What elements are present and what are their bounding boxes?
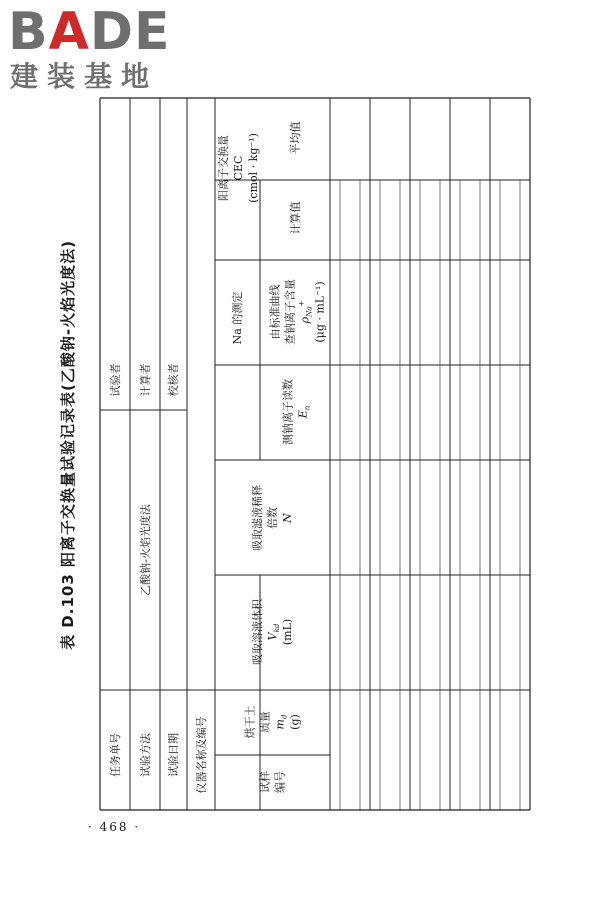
- table-title: 表 D.103 阳离子交换量试验记录表(乙酸钠-火焰光度法): [59, 240, 77, 650]
- dilution-header-text: N: [281, 513, 294, 523]
- cec-group-header-text: (cmol · kg⁻¹): [247, 133, 260, 203]
- test-date-label: [166, 733, 180, 777]
- checker-label: [166, 364, 180, 397]
- sample-id-header: [258, 771, 287, 793]
- dilution-header: [250, 485, 294, 551]
- cec-group-header-line: [232, 156, 245, 181]
- test-method-label: [138, 732, 152, 777]
- na-content-header-line: [298, 301, 314, 325]
- na-group-header-line: [230, 292, 244, 345]
- extract-volume-header-text: kd: [273, 623, 281, 633]
- na-reading-header-text: 测钠离子读数: [281, 379, 295, 445]
- dry-mass-header-line: [289, 714, 302, 730]
- tester-label: [108, 364, 122, 397]
- dry-mass-header-text: m: [273, 719, 287, 730]
- instrument-label-text: 仪器名称及编号: [195, 716, 208, 794]
- cec-group-header-line: [247, 133, 260, 203]
- dry-mass-header-text: 烘干土: [243, 705, 257, 739]
- cec-calc-header: [288, 202, 302, 235]
- dry-mass-header-text: d: [280, 714, 289, 720]
- tester-label-text: 试验者: [109, 363, 122, 397]
- dry-mass-header-line: [258, 711, 272, 733]
- instrument-label: [194, 717, 208, 794]
- na-content-header-text: Na: [305, 306, 314, 317]
- sample-id-header-text: 试样: [258, 771, 272, 793]
- na-content-header: [268, 279, 327, 345]
- cec-group-header: [216, 133, 260, 203]
- test-method-value-text: 乙酸钠-火焰光度法: [139, 504, 152, 596]
- test-date-label-text: 试验日期: [167, 733, 180, 777]
- na-group-header: [230, 292, 244, 345]
- checker-label-line: [166, 364, 180, 397]
- extract-volume-header-line: [281, 619, 294, 645]
- logo-wordmark: BADE: [8, 2, 171, 62]
- test-method-label-line: [138, 732, 152, 777]
- dry-mass-header: [243, 706, 302, 739]
- dry-mass-header-line: [274, 714, 289, 729]
- cec-group-header-line: [216, 135, 230, 201]
- test-method-value: [138, 503, 152, 596]
- dilution-header-line: [250, 485, 264, 551]
- dry-mass-header-text: 质量: [258, 711, 272, 733]
- extract-volume-header-text: 吸取溶液体积: [251, 599, 264, 665]
- cec-avg-header: [288, 122, 302, 155]
- calculator-label-line: [138, 364, 152, 397]
- table-grid: [100, 98, 530, 810]
- sample-id-header-line: [273, 771, 287, 793]
- logo-chinese-name: 建装基地: [10, 60, 159, 93]
- na-content-header-line: [268, 285, 282, 340]
- test-method-label-text: 试验方法: [139, 733, 152, 777]
- dilution-header-text: 倍数: [266, 507, 279, 529]
- cec-group-header-text: CEC: [232, 155, 245, 181]
- tester-label-line: [108, 364, 122, 397]
- sample-id-header-text: 编号: [273, 771, 287, 793]
- na-reading-header-line: [297, 405, 312, 419]
- cec-calc-header-line: [288, 202, 302, 235]
- task-number-label-text: 任务单号: [109, 733, 122, 777]
- calculator-label-text: 计算者: [139, 363, 152, 397]
- extract-volume-header: [250, 598, 294, 665]
- dilution-header-line: [281, 513, 294, 524]
- task-number-label-line: [108, 733, 122, 777]
- na-content-header-text: 由标准曲线: [268, 284, 282, 340]
- na-reading-header-text: n: [303, 405, 312, 411]
- table-labels: [108, 122, 327, 794]
- cec-avg-header-line: [288, 122, 302, 155]
- dilution-header-text: 吸取滤液稀释: [251, 485, 264, 551]
- extract-volume-header-text: (mL): [281, 618, 294, 646]
- na-content-header-line: [314, 281, 327, 342]
- extract-volume-header-line: [266, 623, 281, 640]
- na-reading-header-line: [281, 379, 295, 445]
- na-reading-header-text: E: [296, 410, 310, 419]
- dry-mass-header-text: (g): [288, 714, 302, 730]
- cec-calc-header-text: 计算值: [289, 201, 302, 235]
- test-method-value-line: [138, 503, 152, 596]
- na-content-header-text: ρ: [298, 316, 312, 324]
- extract-volume-header-text: V: [266, 632, 279, 641]
- extract-volume-header-line: [250, 598, 264, 665]
- na-content-header-text: +: [297, 300, 306, 307]
- na-content-header-text: 查钠离子含量: [283, 279, 297, 345]
- calculator-label: [138, 364, 152, 397]
- page-number: · 468 ·: [88, 820, 141, 834]
- sample-id-header-line: [258, 771, 272, 793]
- na-reading-header: [281, 379, 312, 445]
- cec-group-header-text: 阳离子交换量: [217, 135, 230, 201]
- dry-mass-header-line: [243, 706, 257, 739]
- instrument-label-line: [194, 717, 208, 794]
- task-number-label: [108, 733, 122, 777]
- na-group-header-text: Na 的测定: [231, 291, 244, 345]
- test-date-label-line: [166, 733, 180, 777]
- dilution-header-line: [265, 507, 279, 529]
- cec-avg-header-text: 平均值: [289, 121, 302, 155]
- na-content-header-text: (μg · mL⁻¹): [313, 281, 327, 343]
- checker-label-text: 校核者: [167, 363, 180, 397]
- na-content-header-line: [283, 279, 297, 345]
